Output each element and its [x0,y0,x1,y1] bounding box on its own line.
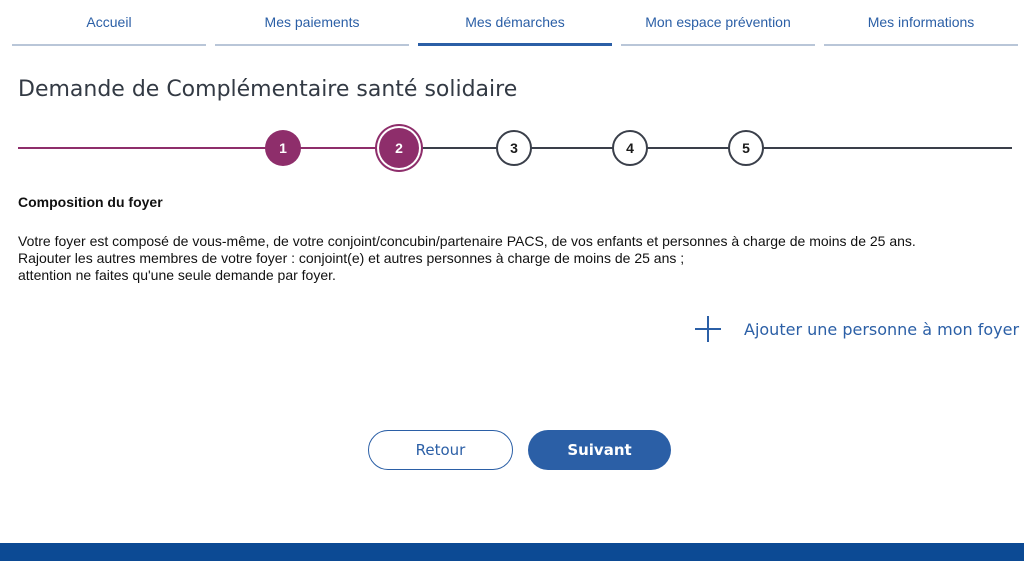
tab-accueil[interactable]: Accueil [12,0,206,46]
plus-icon [694,315,722,343]
stepper-line-completed [18,147,398,149]
description-line: Rajouter les autres membres de votre foyer : conjoint(e) et autres personnes à charge de moins de 25 ans ; [18,250,685,266]
section-description [18,233,916,284]
back-button[interactable]: Retour [368,430,513,470]
description-line: Votre foyer est composé de vous-même, de votre conjoint/concubin/partenaire PACS, de vos enfants et personnes à charge de moins de 25 ans. [18,233,916,249]
tab-mes-demarches[interactable]: Mes démarches [418,0,612,46]
tab-mes-informations[interactable]: Mes informations [824,0,1018,46]
stepper-line-remaining [398,147,1012,149]
description-line: attention ne faites qu'une seule demande par foyer. [18,267,336,283]
footer-bar [0,543,1024,561]
tab-mon-espace-prevention[interactable]: Mon espace prévention [621,0,815,46]
step-3: 3 [496,130,532,166]
add-person-link[interactable] [694,315,1019,343]
page-title: Demande de Complémentaire santé solidaire [18,77,518,102]
add-person-label: Ajouter une personne à mon foyer [744,319,1020,339]
tab-mes-paiements[interactable]: Mes paiements [215,0,409,46]
step-5: 5 [728,130,764,166]
step-1: 1 [265,130,301,166]
step-2-current: 2 [379,128,419,168]
step-4: 4 [612,130,648,166]
next-button[interactable]: Suivant [528,430,671,470]
section-title: Composition du foyer [18,194,163,210]
main-nav [12,0,1018,46]
progress-stepper [18,126,1012,172]
